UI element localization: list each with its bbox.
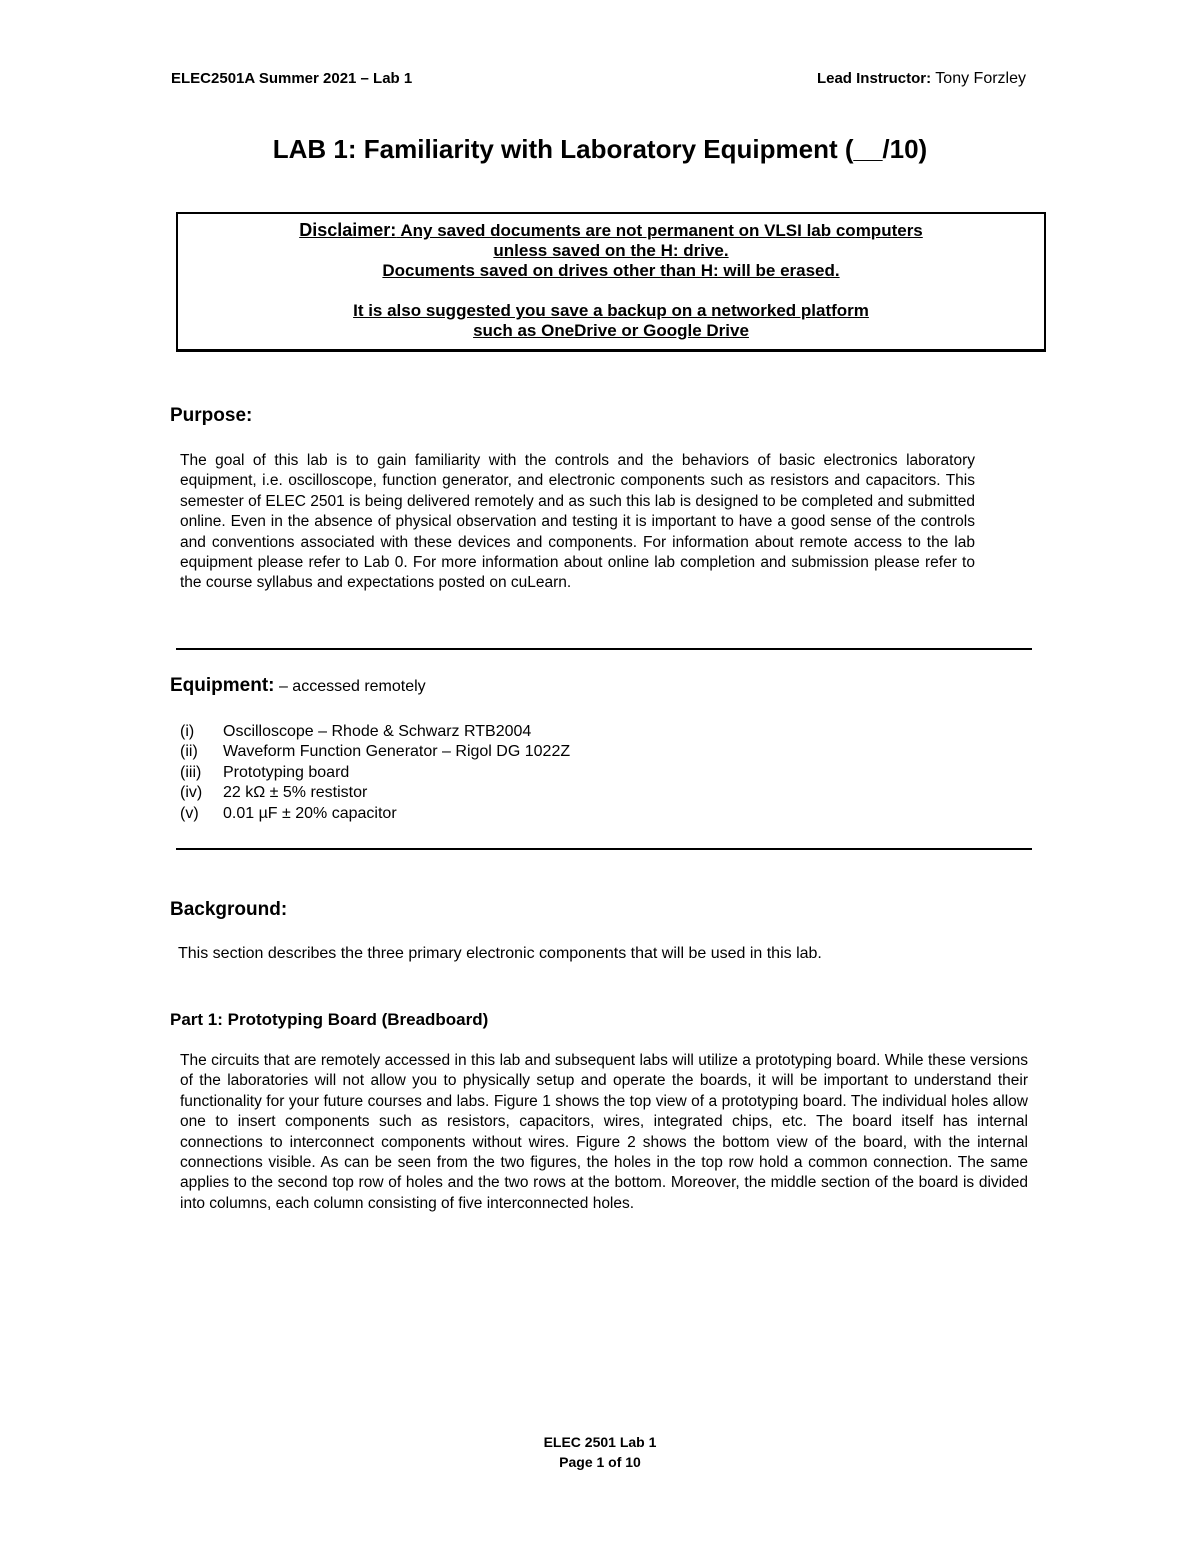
header-course: ELEC2501A Summer 2021 – Lab 1 xyxy=(171,70,413,87)
footer-title: ELEC 2501 Lab 1 xyxy=(543,1434,657,1450)
instructor-name: Tony Forzley xyxy=(935,70,1026,87)
list-item xyxy=(180,804,570,824)
list-item xyxy=(180,783,570,803)
instructor-label: Lead Instructor: xyxy=(816,70,932,87)
disclaimer-line-1 xyxy=(178,220,1044,241)
list-item-number: (i) xyxy=(180,723,195,740)
disclaimer-line-1-text: Any saved documents are not permanent on VLSI lab computers xyxy=(396,221,923,240)
background-text: This section describes the three primary electronic components that will be used in this lab. xyxy=(178,945,822,962)
background-heading: Background: xyxy=(170,899,288,920)
page-footer xyxy=(0,1432,1200,1472)
divider xyxy=(176,848,1032,850)
list-item-number: (v) xyxy=(180,804,199,822)
equipment-list xyxy=(180,722,570,824)
list-item-text: Prototyping board xyxy=(223,763,350,781)
list-item xyxy=(180,742,570,762)
disclaimer-line-3: Documents saved on drives other than H: will be erased. xyxy=(382,261,840,280)
list-item xyxy=(180,722,570,742)
list-item-text: 0.01 µF ± 20% capacitor xyxy=(223,804,397,822)
page-title: LAB 1: Familiarity with Laboratory Equipment (__/10) xyxy=(272,134,928,164)
header-instructor xyxy=(817,70,1026,88)
equipment-subheading: – accessed remotely xyxy=(274,678,426,695)
equipment-heading xyxy=(170,675,426,697)
disclaimer-box xyxy=(176,212,1046,352)
purpose-heading: Purpose: xyxy=(170,405,253,426)
list-item-text: Oscilloscope – Rhode & Schwarz RTB2004 xyxy=(223,723,532,740)
disclaimer-line-5: such as OneDrive or Google Drive xyxy=(473,321,749,340)
equipment-heading-label: Equipment: xyxy=(170,675,275,696)
list-item xyxy=(180,763,570,783)
list-item-number: (ii) xyxy=(180,743,198,761)
list-item-number: (iii) xyxy=(180,763,202,781)
part1-heading: Part 1: Prototyping Board (Breadboard) xyxy=(170,1010,489,1029)
disclaimer-label: Disclaimer: xyxy=(299,220,397,240)
part1-text: The circuits that are remotely accessed in this lab and subsequent labs will utilize a prototyping board. While these versions of the laboratories will not allow you to physically setup and operate the boards, it will be important to understand their functionality for your future courses and labs. Figure 1 shows the top view of a prototyping board. The individual holes allow one to insert components such as resistors, capacitors, wires, integrated chips, etc. The board itself has internal connections to interconnect components without wires. Figure 2 shows the bottom view of the board, with the internal connections visible. As can be seen from the two figures, the holes in the top row hold a common connection. The same applies to the second top row of holes and the two rows at the bottom. Moreover, the middle section of the board is divided into columns, each column consisting of five interconnected holes. xyxy=(180,1052,1028,1212)
list-item-text: Waveform Function Generator – Rigol DG 1022Z xyxy=(223,743,571,761)
disclaimer-line-4: It is also suggested you save a backup on a networked platform xyxy=(353,301,869,320)
disclaimer-line-2: unless saved on the H: drive. xyxy=(493,241,729,260)
divider xyxy=(176,648,1032,650)
page-number: Page 1 of 10 xyxy=(559,1454,641,1470)
list-item-number: (iv) xyxy=(180,784,203,802)
list-item-text: 22 kΩ ± 5% restistor xyxy=(223,784,368,802)
purpose-text: The goal of this lab is to gain familiarity with the controls and the behaviors of basic electronics laboratory equipment, i.e. oscilloscope, function generator, and electronic components such as resistors and capacitors. This semester of ELEC 2501 is being delivered remotely and as such this lab is designed to be completed and submitted online. Even in the absence of physical observation and testing it is important to have a good sense of the controls and conventions associated with these devices and components. For information about remote access to the lab equipment please refer to Lab 0. For more information about online lab completion and submission please refer to the course syllabus and expectations posted on cuLearn. xyxy=(180,452,975,592)
